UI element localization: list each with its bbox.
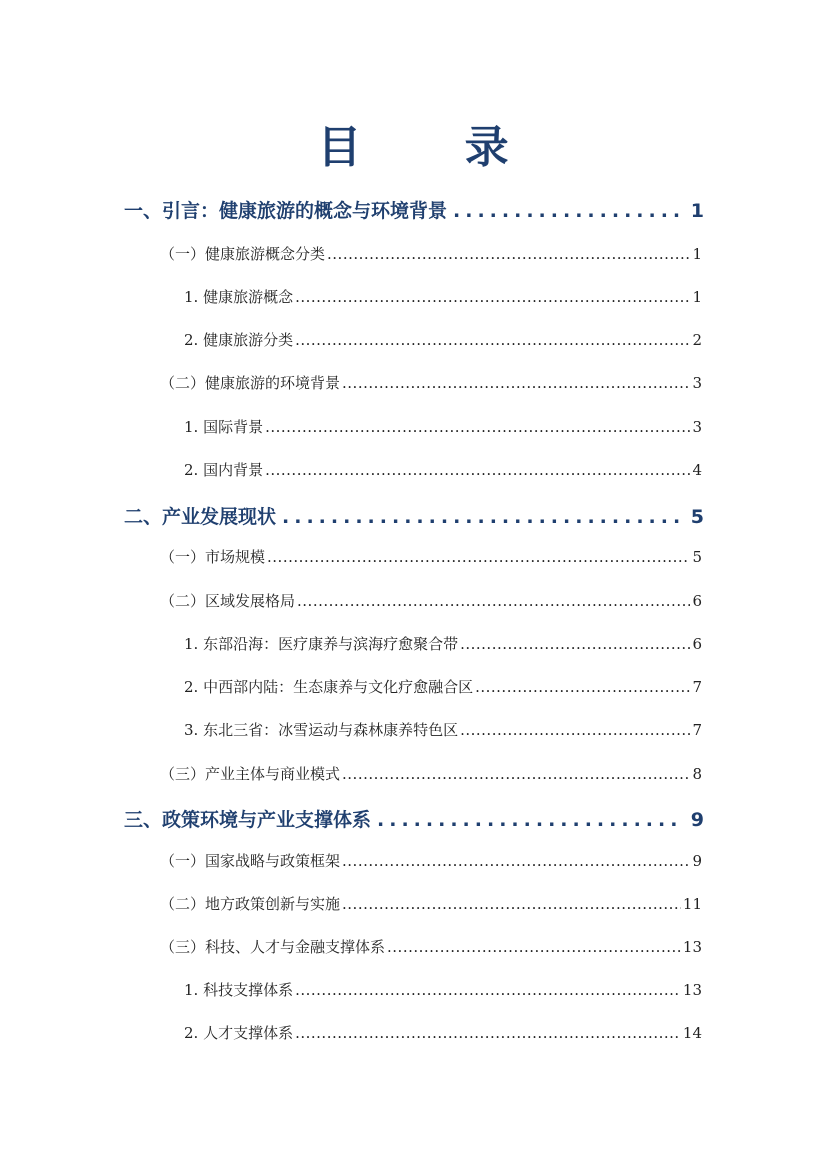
toc-page-number: 1 <box>690 200 704 222</box>
toc-leader-dots <box>342 374 690 392</box>
toc-page-number: 4 <box>692 461 702 479</box>
toc-entry-label: 3. 东北三省：冰雪运动与森林康养特色区 <box>184 721 459 739</box>
toc-page-number: 7 <box>692 678 702 696</box>
toc-entry[interactable] <box>184 329 702 350</box>
toc-leader-dots <box>295 331 690 349</box>
toc-page-number: 3 <box>692 418 702 436</box>
toc-entry-label: 1. 东部沿海：医疗康养与滨海疗愈聚合带 <box>184 635 459 653</box>
toc-entry-label: （一）国家战略与政策框架 <box>160 852 341 870</box>
toc-page-number: 5 <box>690 506 704 528</box>
toc-entry-label: 2. 健康旅游分类 <box>184 331 294 349</box>
toc-entry[interactable] <box>160 936 702 957</box>
toc-entry[interactable] <box>184 1022 702 1043</box>
toc-entry-label: （三）产业主体与商业模式 <box>160 765 341 783</box>
toc-leader-dots <box>295 981 681 999</box>
toc-leader-dots <box>475 678 690 696</box>
toc-leader-dots <box>267 548 690 566</box>
toc-page-number: 2 <box>692 331 702 349</box>
toc-entry[interactable] <box>184 459 702 480</box>
toc-entry-label: （一）健康旅游概念分类 <box>160 245 326 263</box>
toc-entry[interactable] <box>184 719 702 740</box>
toc-page-number: 6 <box>692 635 702 653</box>
toc-entry-label: 1. 健康旅游概念 <box>184 288 294 306</box>
toc-page-number: 9 <box>690 809 704 831</box>
toc-entry[interactable] <box>160 763 702 784</box>
toc-entry[interactable] <box>160 590 702 611</box>
toc-entry-label: （三）科技、人才与金融支撑体系 <box>160 938 386 956</box>
toc-entry-label: 一、引言：健康旅游的概念与环境背景 <box>124 200 448 222</box>
toc-leader-dots <box>342 895 681 913</box>
toc-entry[interactable] <box>184 286 702 307</box>
toc-page-number: 8 <box>692 765 702 783</box>
toc-entry-label: （二）健康旅游的环境背景 <box>160 374 341 392</box>
toc-entry-label: 2. 人才支撑体系 <box>184 1024 294 1042</box>
toc-entry[interactable] <box>184 979 702 1000</box>
toc-entry-label: 二、产业发展现状 <box>124 506 277 528</box>
toc-leader-dots <box>453 200 679 222</box>
toc-entry[interactable] <box>160 243 702 264</box>
toc-leader-dots <box>295 288 690 306</box>
toc-leader-dots <box>295 1024 681 1042</box>
toc-entry-label: 三、政策环境与产业支撑体系 <box>124 809 372 831</box>
toc-entry-label: （二）区域发展格局 <box>160 592 296 610</box>
toc-entry[interactable] <box>160 850 702 871</box>
toc-leader-dots <box>460 721 690 739</box>
toc-leader-dots <box>342 852 690 870</box>
toc-page-number: 11 <box>682 895 702 913</box>
toc-leader-dots <box>297 592 690 610</box>
toc-leader-dots <box>460 635 690 653</box>
toc-entry[interactable] <box>124 196 704 223</box>
toc-entry-label: （二）地方政策创新与实施 <box>160 895 341 913</box>
toc-entry-label: （一）市场规模 <box>160 548 266 566</box>
toc-page-number: 14 <box>682 1024 702 1042</box>
toc-leader-dots <box>342 765 690 783</box>
toc-title: 目 录 <box>317 122 553 173</box>
toc-leader-dots <box>327 245 690 263</box>
toc-entry[interactable] <box>184 633 702 654</box>
toc-entry-label: 2. 国内背景 <box>184 461 264 479</box>
toc-leader-dots <box>387 938 681 956</box>
toc-page-number: 7 <box>692 721 702 739</box>
toc-entry-label: 2. 中西部内陆：生态康养与文化疗愈融合区 <box>184 678 474 696</box>
toc-page-number: 9 <box>692 852 702 870</box>
toc-page-number: 3 <box>692 374 702 392</box>
toc-page-number: 13 <box>682 981 702 999</box>
toc-entry[interactable] <box>184 416 702 437</box>
toc-entry-label: 1. 科技支撑体系 <box>184 981 294 999</box>
toc-page-number: 6 <box>692 592 702 610</box>
toc-entry-label: 1. 国际背景 <box>184 418 264 436</box>
toc-page-number: 5 <box>692 548 702 566</box>
toc-entry[interactable] <box>160 546 702 567</box>
toc-entry[interactable] <box>160 372 702 393</box>
toc-page-number: 1 <box>692 288 702 306</box>
toc-page-number: 1 <box>692 245 702 263</box>
toc-page-number: 13 <box>682 938 702 956</box>
toc-leader-dots <box>282 506 679 528</box>
toc-leader-dots <box>265 461 690 479</box>
toc-leader-dots <box>265 418 690 436</box>
toc-entry[interactable] <box>184 676 702 697</box>
toc-entry[interactable] <box>124 805 704 832</box>
toc-leader-dots <box>377 809 679 831</box>
toc-entry[interactable] <box>124 502 704 529</box>
toc-entry[interactable] <box>160 893 702 914</box>
